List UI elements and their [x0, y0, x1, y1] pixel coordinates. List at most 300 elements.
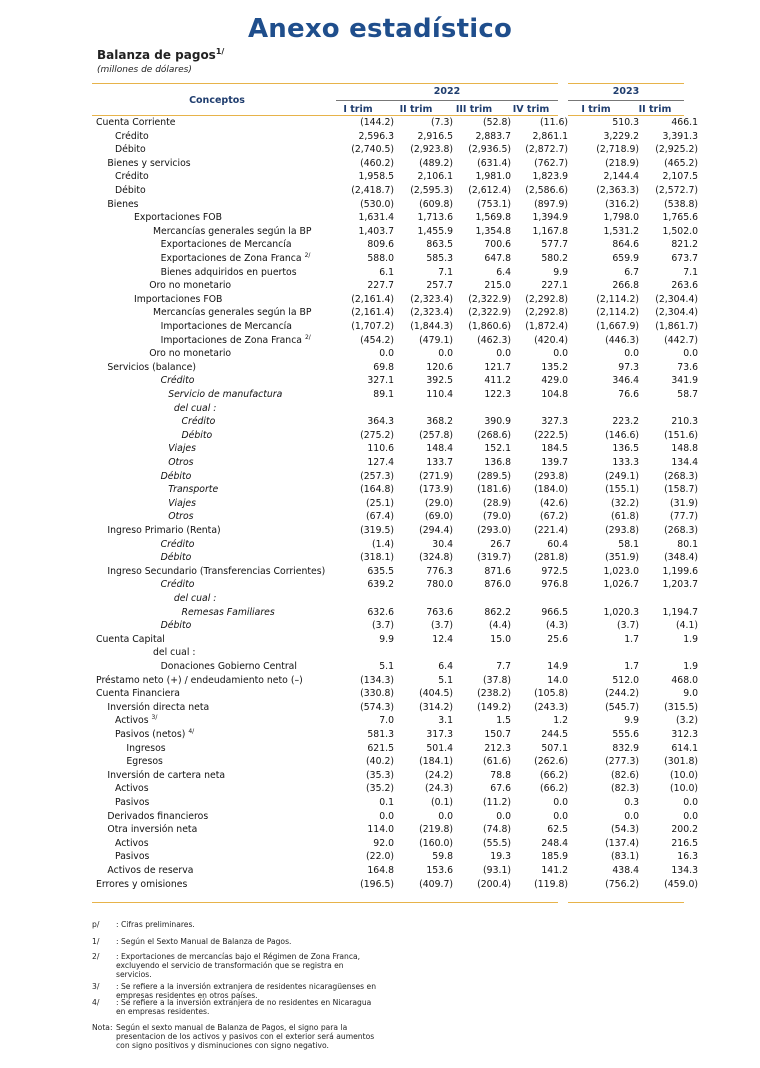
value-cell: (2,595.3) — [410, 185, 453, 196]
footnote-text: : Cifras preliminares. — [116, 920, 195, 929]
value-cell: 148.8 — [671, 443, 698, 455]
value-cell: 110.6 — [367, 443, 394, 455]
table-row — [92, 864, 698, 878]
row-label — [168, 510, 193, 524]
table-row — [92, 769, 698, 783]
value-cell: (83.1) — [611, 851, 639, 863]
table-row — [92, 755, 698, 769]
row-label-text: Exportaciones FOB — [134, 212, 222, 224]
value-cell: 0.0 — [553, 348, 568, 360]
row-label — [115, 837, 149, 851]
value-cell: 9.9 — [624, 715, 639, 727]
value-cell: 263.6 — [671, 280, 698, 292]
row-label-text: Bienes — [107, 198, 139, 210]
table-row — [92, 238, 698, 252]
value-cell: (459.0) — [664, 878, 698, 890]
row-label-text: Otra inversión neta — [107, 824, 198, 836]
row-label-text: Bienes y servicios — [107, 157, 191, 169]
value-cell: 821.2 — [671, 239, 698, 251]
value-cell: 327.3 — [541, 416, 568, 428]
value-cell: (446.3) — [605, 334, 639, 346]
table-row — [92, 429, 698, 443]
row-label — [134, 293, 222, 307]
value-cell: (1,667.9) — [596, 321, 639, 332]
page-title: Anexo estadístico — [247, 14, 513, 44]
value-cell: (184.1) — [419, 756, 453, 768]
table-row — [92, 279, 698, 293]
value-cell: (155.1) — [605, 484, 639, 496]
value-cell: (897.9) — [534, 198, 568, 210]
table-row — [92, 198, 698, 212]
row-label-text: Débito — [160, 552, 192, 564]
value-cell: 257.7 — [426, 280, 453, 292]
row-label-text: Crédito — [160, 538, 195, 550]
value-cell: (54.3) — [611, 824, 639, 836]
value-cell: (293.8) — [534, 470, 568, 482]
value-cell: 127.4 — [367, 457, 394, 468]
concepts-header: Conceptos — [189, 95, 245, 106]
value-cell: (753.1) — [477, 198, 511, 210]
value-cell: 14.9 — [547, 661, 568, 672]
value-cell: 1,167.8 — [532, 225, 568, 237]
value-cell: (2,292.8) — [525, 307, 568, 319]
row-label — [96, 878, 187, 892]
table-row — [92, 674, 698, 688]
value-cell: (454.2) — [360, 334, 394, 346]
row-label — [161, 252, 311, 266]
table-row — [92, 810, 698, 824]
table-row — [92, 456, 698, 470]
value-cell: (609.8) — [419, 198, 453, 210]
table-row — [92, 157, 698, 171]
value-cell: (318.1) — [360, 552, 394, 564]
value-cell: (151.6) — [664, 429, 698, 441]
row-label-text: Activos — [115, 783, 149, 795]
value-cell: 7.1 — [438, 266, 453, 278]
table-row — [92, 823, 698, 837]
value-cell: (2,161.4) — [351, 307, 394, 319]
value-cell: 0.0 — [683, 348, 698, 360]
value-cell: (61.8) — [611, 511, 639, 523]
value-cell: 212.3 — [484, 742, 511, 754]
table-row — [92, 619, 698, 633]
value-cell: 832.9 — [612, 742, 639, 754]
value-cell: 0.0 — [438, 810, 453, 822]
table-row — [92, 633, 698, 647]
value-cell: (144.2) — [360, 117, 394, 128]
table-row — [92, 251, 698, 266]
value-cell: (257.8) — [419, 429, 453, 441]
row-label-text: Mercancías generales según la BP — [153, 225, 312, 237]
value-cell: (134.3) — [360, 674, 394, 686]
value-cell: 1,403.7 — [358, 225, 394, 237]
table-row — [92, 565, 698, 579]
value-cell: 700.6 — [484, 239, 511, 251]
value-cell: 16.3 — [677, 851, 698, 863]
value-cell: 135.2 — [541, 361, 568, 373]
row-label-text: Mercancías generales según la BP — [153, 307, 312, 319]
value-cell: (4.4) — [488, 620, 511, 632]
value-cell: 110.4 — [426, 389, 453, 400]
row-label — [174, 402, 217, 416]
value-cell: 510.3 — [612, 117, 639, 128]
value-cell: (2,718.9) — [596, 144, 639, 156]
row-label-text: Servicios (balance) — [107, 361, 196, 373]
value-cell: 227.1 — [541, 280, 568, 292]
value-cell: (31.9) — [670, 497, 698, 509]
value-cell: 58.7 — [677, 389, 698, 400]
row-label — [168, 442, 196, 456]
table-bottom-rule-2022 — [92, 902, 558, 903]
value-cell: 876.0 — [484, 579, 511, 591]
row-label — [161, 578, 195, 592]
value-cell: 89.1 — [373, 389, 394, 400]
value-cell: (74.8) — [483, 824, 511, 836]
value-cell: 0.0 — [496, 810, 511, 822]
table-row — [92, 714, 698, 728]
value-cell: 164.8 — [367, 865, 394, 876]
table-row — [92, 701, 698, 715]
table-row — [92, 483, 698, 497]
year-header-2023: 2023 — [612, 86, 640, 97]
value-cell: 12.4 — [432, 633, 453, 645]
value-cell: (10.0) — [670, 783, 698, 795]
table-row — [92, 727, 698, 742]
value-cell: (82.3) — [611, 783, 639, 795]
value-cell: 60.4 — [547, 538, 568, 550]
row-label — [96, 687, 180, 701]
value-cell: 581.3 — [367, 729, 394, 740]
value-cell: (489.2) — [419, 157, 453, 169]
value-cell: 0.0 — [624, 810, 639, 822]
value-cell: 312.3 — [671, 729, 698, 740]
value-cell: (293.8) — [605, 525, 639, 536]
table-row — [92, 320, 698, 334]
row-label — [161, 619, 192, 633]
row-label-text: Servicio de manufactura — [168, 389, 283, 400]
value-cell: 141.2 — [541, 865, 568, 876]
value-cell: (24.3) — [425, 783, 453, 795]
value-cell: 80.1 — [677, 538, 698, 550]
value-cell: 647.8 — [484, 253, 511, 264]
value-cell: 0.0 — [438, 348, 453, 360]
value-cell: (82.6) — [611, 769, 639, 781]
value-cell: (244.2) — [605, 688, 639, 700]
value-cell: (631.4) — [477, 157, 511, 169]
value-cell: 659.9 — [612, 253, 639, 264]
value-cell: (348.4) — [664, 552, 698, 564]
value-cell: 148.4 — [426, 443, 453, 455]
row-label — [115, 143, 146, 157]
value-cell: (330.8) — [360, 688, 394, 700]
value-cell: (277.3) — [605, 756, 639, 768]
row-label — [115, 714, 157, 728]
value-cell: (268.3) — [664, 525, 698, 536]
value-cell: 248.4 — [541, 837, 568, 849]
value-cell: (420.4) — [534, 334, 568, 346]
row-label-text: Débito — [181, 429, 213, 441]
value-cell: 392.5 — [426, 375, 453, 387]
value-cell: 1,394.9 — [532, 212, 568, 224]
value-cell: 763.6 — [426, 606, 453, 618]
footnote-text: : Según el Sexto Manual de Balanza de Pagos. — [116, 937, 292, 946]
row-label — [161, 238, 292, 252]
value-cell: 152.1 — [484, 443, 511, 455]
row-label-text: Ingresos — [126, 742, 166, 754]
row-label-text: Crédito — [115, 130, 149, 142]
value-cell: (2,923.8) — [410, 144, 453, 156]
value-cell: 0.0 — [553, 797, 568, 808]
value-cell: 976.8 — [541, 579, 568, 591]
value-cell: (762.7) — [534, 157, 568, 169]
value-cell: (289.5) — [477, 470, 511, 482]
value-cell: 864.6 — [612, 239, 639, 251]
value-cell: (93.1) — [483, 865, 511, 876]
footnote-key: Nota: — [92, 1023, 113, 1032]
table-row — [92, 388, 698, 402]
row-label — [161, 320, 292, 334]
row-label-text: Otros — [168, 511, 194, 523]
table-row — [92, 306, 698, 320]
table-row — [92, 878, 698, 892]
table-row — [92, 333, 698, 348]
quarter-header: I trim — [581, 104, 611, 115]
value-cell: (257.3) — [360, 470, 394, 482]
value-cell: (2,872.7) — [525, 144, 568, 156]
value-cell: (319.5) — [360, 525, 394, 536]
row-label — [168, 483, 218, 497]
row-label-text: Importaciones de Mercancía — [160, 321, 292, 332]
value-cell: 632.6 — [367, 606, 394, 618]
value-cell: 9.9 — [379, 633, 394, 645]
row-label — [168, 456, 193, 470]
table-row — [92, 687, 698, 701]
value-cell: (756.2) — [605, 878, 639, 890]
value-cell: 512.0 — [612, 674, 639, 686]
row-label-text: Egresos — [126, 756, 163, 768]
value-cell: (271.9) — [419, 470, 453, 482]
value-cell: 2,596.3 — [358, 130, 394, 142]
value-cell: 1,203.7 — [662, 579, 698, 591]
table-row — [92, 538, 698, 552]
value-cell: 134.3 — [671, 865, 698, 876]
quarter-header: I trim — [343, 104, 373, 115]
table-row — [92, 211, 698, 225]
value-cell: (160.0) — [419, 837, 453, 849]
value-cell: 5.1 — [438, 674, 453, 686]
table-row — [92, 442, 698, 456]
value-cell: (2,322.9) — [468, 293, 511, 305]
row-label — [107, 524, 220, 538]
value-cell: (238.2) — [477, 688, 511, 700]
row-label — [153, 225, 312, 239]
table-row — [92, 742, 698, 756]
value-cell: 200.2 — [671, 824, 698, 836]
footnote — [92, 1023, 392, 1063]
row-label — [115, 782, 149, 796]
value-cell: 62.5 — [547, 824, 568, 836]
value-cell: (37.8) — [483, 674, 511, 686]
value-cell: 58.1 — [618, 538, 639, 550]
value-cell: (324.8) — [419, 552, 453, 564]
value-cell: 9.0 — [683, 688, 698, 700]
row-label — [126, 742, 165, 756]
row-label — [168, 497, 196, 511]
value-cell: (301.8) — [664, 756, 698, 768]
value-cell: 69.8 — [373, 361, 394, 373]
row-label-text: Ingreso Secundario (Transferencias Corrientes) — [107, 565, 326, 577]
value-cell: (2,304.4) — [655, 307, 698, 319]
value-cell: 0.0 — [683, 797, 698, 808]
table-row — [92, 497, 698, 511]
value-cell: (55.5) — [483, 837, 511, 849]
row-label-text: Viajes — [168, 443, 196, 455]
quarter-header: II trim — [399, 104, 433, 115]
value-cell: (2,740.5) — [351, 144, 394, 156]
value-cell: 1.7 — [624, 633, 639, 645]
value-cell: 966.5 — [541, 606, 568, 618]
value-cell: 215.0 — [484, 280, 511, 292]
footnote-key: 3/ — [92, 982, 100, 991]
row-label-text: Errores y omisiones — [96, 878, 188, 890]
table-row — [92, 347, 698, 361]
row-label-text: Ingreso Primario (Renta) — [107, 525, 221, 536]
row-label-text: Débito — [115, 144, 146, 156]
table-row — [92, 646, 692, 660]
row-label — [115, 170, 149, 184]
value-cell: (1,872.4) — [525, 321, 568, 332]
value-cell: 3,391.3 — [662, 130, 698, 142]
value-cell: 153.6 — [426, 865, 453, 876]
value-cell: 133.3 — [612, 457, 639, 468]
value-cell: (184.0) — [534, 484, 568, 496]
row-label-text: Débito — [160, 470, 192, 482]
value-cell: 1,958.5 — [358, 171, 394, 183]
row-label — [107, 361, 196, 375]
value-cell: 121.7 — [484, 361, 511, 373]
value-cell: (319.7) — [477, 552, 511, 564]
value-cell: 411.2 — [484, 375, 511, 387]
row-label — [161, 660, 297, 674]
row-label — [182, 606, 275, 620]
footnote-text: : Se refiere a la inversión extranjera de no residentes en Nicaragua en empresas residentes. — [116, 998, 372, 1017]
value-cell: 1.9 — [683, 633, 698, 645]
value-cell: 15.0 — [490, 633, 511, 645]
value-cell: (77.7) — [670, 511, 698, 523]
footnote-key: p/ — [92, 920, 100, 929]
row-label — [96, 674, 303, 688]
value-cell: 1,354.8 — [475, 225, 511, 237]
value-cell: 1,531.2 — [603, 225, 639, 237]
value-cell: 139.7 — [541, 457, 568, 468]
table-row — [92, 796, 698, 810]
table-row — [92, 551, 698, 565]
value-cell: 468.0 — [671, 674, 698, 686]
footnote-key: 4/ — [92, 998, 100, 1007]
value-cell: 244.5 — [541, 729, 568, 740]
value-cell: 1,981.0 — [475, 171, 511, 183]
value-cell: 6.4 — [438, 661, 453, 672]
value-cell: (146.6) — [605, 429, 639, 441]
row-label-text: Exportaciones de Mercancía — [160, 239, 292, 251]
row-label — [161, 334, 311, 348]
value-cell: 614.1 — [671, 742, 698, 754]
value-cell: 133.7 — [426, 457, 453, 468]
row-label — [134, 211, 222, 225]
row-label-text: Crédito — [115, 171, 149, 183]
table-row — [92, 225, 698, 239]
value-cell: 1.2 — [553, 715, 568, 727]
row-label — [107, 157, 190, 171]
table-row — [92, 266, 698, 280]
value-cell: 327.1 — [367, 375, 394, 387]
value-cell: (29.0) — [425, 497, 453, 509]
value-cell: 0.0 — [683, 810, 698, 822]
value-cell: (479.1) — [419, 334, 453, 346]
row-label — [182, 429, 213, 443]
value-cell: (32.2) — [611, 497, 639, 509]
value-cell: (52.8) — [483, 117, 511, 128]
value-cell: 1,023.0 — [603, 565, 639, 577]
value-cell: 346.4 — [612, 375, 639, 387]
value-cell: 266.8 — [612, 280, 639, 292]
row-label — [96, 116, 176, 130]
value-cell: 0.0 — [379, 348, 394, 360]
value-cell: (275.2) — [360, 429, 394, 441]
value-cell: (2,936.5) — [468, 144, 511, 156]
value-cell: (67.4) — [366, 511, 394, 523]
value-cell: (262.6) — [534, 756, 568, 768]
value-cell: 9.9 — [553, 266, 568, 278]
value-cell: 150.7 — [484, 729, 511, 740]
footnote-text: : Se refiere a la inversión extranjera de residentes nicaragüenses en empresas residentes en otros países. — [116, 982, 377, 1001]
value-cell: 555.6 — [612, 729, 639, 740]
value-cell: (219.8) — [419, 824, 453, 836]
value-cell: 6.7 — [624, 266, 639, 278]
table-row — [92, 402, 692, 416]
value-cell: (173.9) — [419, 484, 453, 496]
value-cell: 0.0 — [379, 810, 394, 822]
value-cell: 972.5 — [541, 565, 568, 577]
value-cell: 577.7 — [541, 239, 568, 251]
row-label-text: Derivados financieros — [107, 810, 209, 822]
value-cell: (35.2) — [366, 783, 394, 795]
table-row — [92, 293, 698, 307]
value-cell: (268.3) — [664, 470, 698, 482]
value-cell: (1,860.6) — [468, 321, 511, 332]
value-cell: (0.1) — [430, 797, 453, 808]
row-label — [174, 592, 217, 606]
table-row — [92, 470, 698, 484]
value-cell: (67.2) — [540, 511, 568, 523]
value-cell: (66.2) — [540, 769, 568, 781]
footnote-ref: 3/ — [151, 714, 158, 722]
row-label-text: Cuenta Financiera — [96, 688, 180, 700]
value-cell: 19.3 — [490, 851, 511, 863]
value-cell: 1,569.8 — [475, 212, 511, 224]
row-label-text: Donaciones Gobierno Central — [160, 661, 297, 672]
value-cell: (221.4) — [534, 525, 568, 536]
value-cell: 863.5 — [426, 239, 453, 251]
row-label-text: del cual : — [173, 402, 217, 414]
table-row — [92, 361, 698, 375]
value-cell: 585.3 — [426, 253, 453, 264]
row-label — [149, 347, 231, 361]
quarter-header: III trim — [455, 104, 493, 115]
value-cell: 0.0 — [624, 348, 639, 360]
value-cell: 1,502.0 — [662, 225, 698, 237]
value-cell: (2,925.2) — [655, 144, 698, 156]
